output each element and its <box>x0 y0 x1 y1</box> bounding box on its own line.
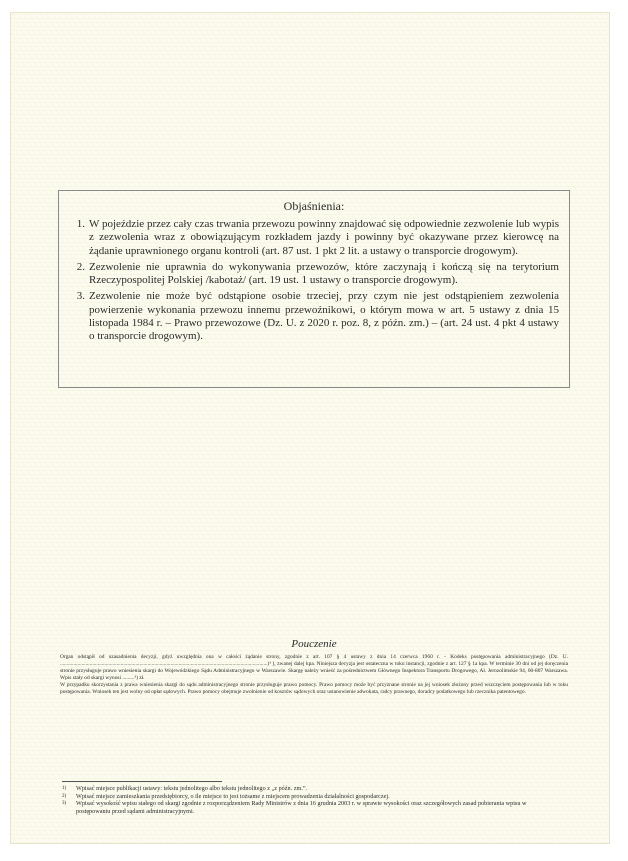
footnote <box>62 785 562 793</box>
footnote-mark: 1) <box>62 786 67 791</box>
footnote-divider <box>62 781 222 782</box>
explanation-item <box>69 290 559 343</box>
footnote-text: Wpisać wysokość wpisu stałego od skargi zgodnie z rozporządzeniem Rady Ministrów z dnia 16 grudnia 2003 r. w sprawie wysokości oraz szczegółowych zasad pobierania wpisu w postępowaniu przed sądami administracyjnymi. <box>76 800 527 815</box>
pouczenie-body <box>60 654 568 695</box>
explanation-number: 2. <box>76 260 85 273</box>
explanation-item <box>69 261 559 288</box>
footnote-mark: 2) <box>62 793 67 799</box>
pouczenie-paragraph: W przypadku skorzystania z prawa wniesienia skargi do sądu administracyjnego stronie przysługuje prawo pomocy. Prawo pomocy może być przyznane stronie na jej wniosek złożony przed wszczęciem postępowania lub w toku postępowania. Wniosek ten jest wolny od opłat sądowych. Prawo pomocy obejmuje zwolnienie od kosztów sądowych oraz ustanowienie adwokata, radcy prawnego, doradcy podatkowego lub rzecznika patentowego. <box>60 681 568 695</box>
explanation-number: 3. <box>76 290 85 303</box>
explanations-title: Objaśnienia: <box>283 199 345 213</box>
footnote <box>62 800 562 815</box>
explanation-number: 1. <box>76 218 85 230</box>
footnote-mark: 3) <box>62 801 67 807</box>
explanations-box <box>58 190 570 388</box>
document-page <box>10 12 610 844</box>
explanations-list <box>69 218 559 344</box>
footnote-text: Wpisać miejsce publikacji ustawy: tekstu jednolitego albo tekstu jednolitego z „z późn. zm.”. <box>76 785 308 792</box>
footnote <box>62 793 562 801</box>
footnote-text: Wpisać miejsce zamieszkania przedsiębiorcy, o ile miejsce to jest tożsame z miejscem prowadzenia działalności gospodarczej. <box>76 792 390 800</box>
explanation-text: Zezwolenie nie może być odstąpione osobie trzeciej, przy czym nie jest odstąpieniem zezwolenia powierzenie wykonania przewozu innemu przewoźnikowi, o którym mowa w art. 5 ustawy z dnia 15 listopada 1984 r. – Prawo przewozowe (Dz. U. z 2020 r. poz. 8, z późn. zm.) – (art. 24 ust. 4 pkt 4 ustawy o transporcie drogowym). <box>89 290 559 343</box>
pouczenie-paragraph: Organ odstąpił od uzasadnienia decyzji, gdyż uwzględnia ona w całości żądanie strony, zgodnie z art. 107 § 4 ustawy z dnia 14 czerwca 1960 r. - Kodeks postępowania administracyjnego (Dz. U. ..........................................................................................................................................................)¹ ), zwanej dalej kpa. Niniejsza decyzja jest ostateczna w toku instancji, zgodnie z art. 127 § 1a kpa. W terminie 30 dni od jej doręczenia stronie przysługuje prawo wniesienia skargi do Wojewódzkiego Sądu Administracyjnego w Warszawie. Skargę należy wnieść za pośrednictwem Głównego Inspektora Transportu Drogowego, Al. Jerozolimskie 94, 00-807 Warszawa. Wpis stały od skargi wynosi .........³) zł. <box>60 654 568 681</box>
explanation-text: W pojeździe przez cały czas trwania przewozu powinny znajdować się odpowiednie zezwolenie lub wypis z zezwolenia wraz z obowiązującym rozkładem jazdy i powinny być okazywane przez kierowcę na żądanie uprawnionego organu kontroli (art. 87 ust. 1 pkt 2 lit. a ustawy o transporcie drogowym). <box>89 218 559 257</box>
pouczenie-title: Pouczenie <box>291 638 337 650</box>
explanation-text: Zezwolenie nie uprawnia do wykonywania przewozów, które zaczynają i kończą się na terytorium Rzeczypospolitej Polskiej /kabotaż/ (art. 19 ust. 1 ustawy o transporcie drogowym). <box>89 260 559 287</box>
footnotes <box>62 785 562 815</box>
explanation-item <box>69 218 559 258</box>
